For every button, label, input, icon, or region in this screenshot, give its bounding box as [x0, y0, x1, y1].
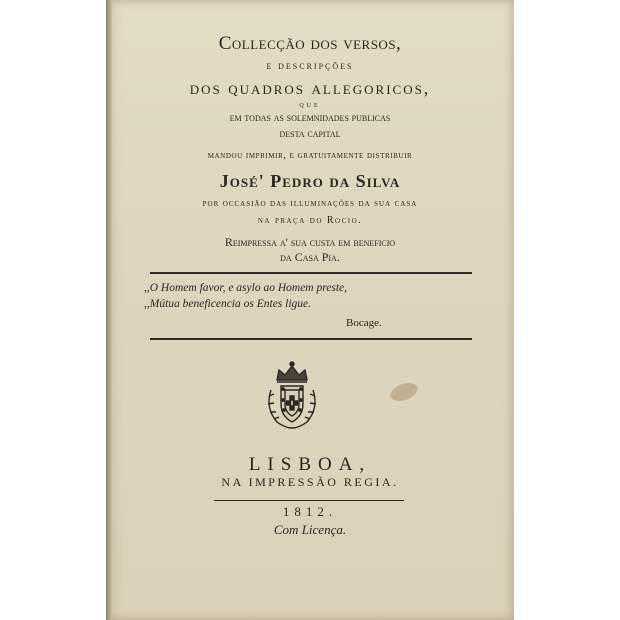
- title-que: que: [299, 100, 321, 109]
- title-line-imprimir: mandou imprimir, e gratuitamente distribuir: [207, 150, 413, 161]
- title-line-reimpressa: Reimpressa a' sua custa em beneficio: [224, 235, 396, 249]
- title-page: [106, 0, 514, 620]
- author-name: José' Pedro da Silva: [219, 171, 401, 191]
- book-title: Collecção dos versos,: [218, 33, 402, 54]
- imprint-rule: [214, 500, 404, 501]
- book-subtitle: e descripções: [266, 60, 354, 72]
- title-line-casa-pia: da Casa Pia.: [280, 250, 340, 264]
- title-line-capital: desta capital: [279, 128, 341, 140]
- royal-coat-of-arms-icon: [259, 360, 325, 432]
- title-line-solemnidades: em todas as solemnidades publicas: [229, 112, 391, 124]
- epigraph-line-2: ,,Mútua beneficencia os Entes ligue.: [144, 298, 312, 310]
- book-title-second-line: dos quadros allegoricos,: [189, 78, 431, 98]
- imprint-printer: NA IMPRESSÃO REGIA.: [221, 475, 399, 489]
- imprint-city: LISBOA,: [248, 454, 372, 475]
- divider-rule-top: [150, 272, 472, 274]
- paper-stain: [388, 380, 420, 405]
- title-line-illuminacoes: por occasião das illuminações da sua casa: [202, 198, 418, 209]
- epigraph-attribution: Bocage.: [346, 317, 382, 329]
- imprint-year: 1812.: [282, 504, 338, 519]
- title-line-rocio: na praça do Rocio.: [257, 215, 363, 226]
- epigraph-line-1: ,,O Homem favor, e asylo ao Homem preste,: [144, 282, 348, 294]
- imprint-license: Com Licença.: [273, 522, 347, 537]
- divider-rule-bottom: [150, 338, 472, 340]
